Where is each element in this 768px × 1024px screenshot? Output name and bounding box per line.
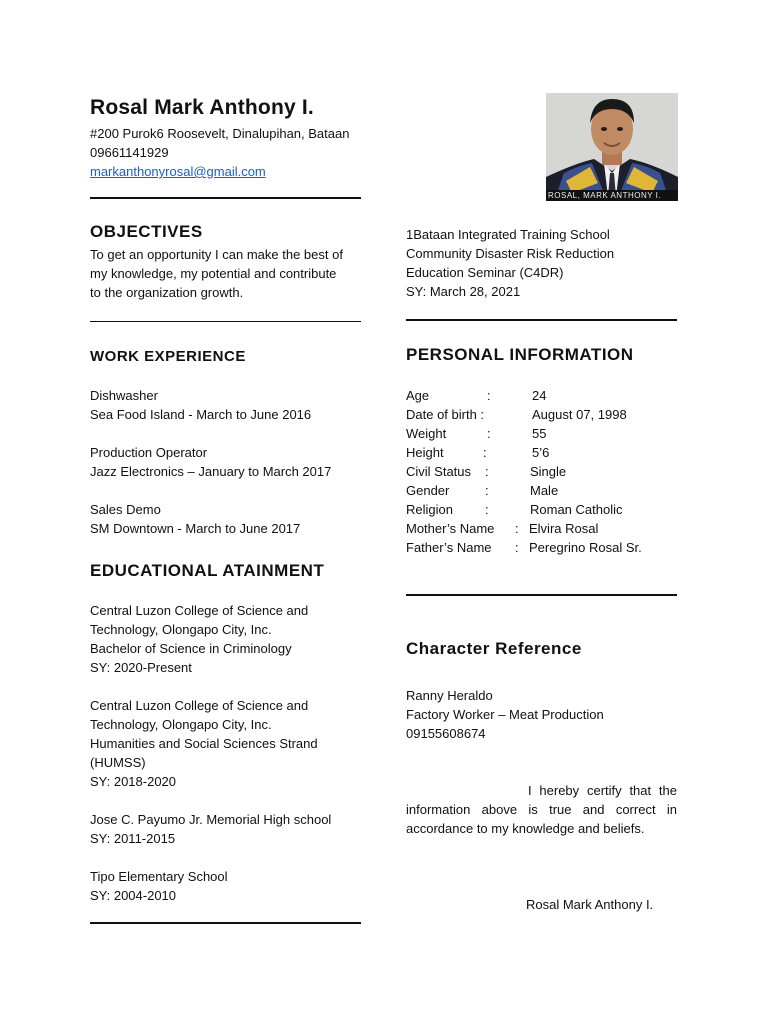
objectives-text: To get an opportunity I can make the best of my knowledge, my potential and contribute to the organization growth. (90, 247, 343, 300)
work-entry: Production Operator Jazz Electronics – January to March 2017 (90, 445, 332, 479)
resume-page: Rosal Mark Anthony I. #200 Purok6 Roosevelt, Dinalupihan, Bataan 09661141929 markanthonyrosal@gmail.com ROSAL, MARK ANTHONY I. OBJECTIVES To get an opportunity I can make the best of my knowledge, my potential and contribute to the organization growth. WORK EXPERIENCE Dishwasher Sea Food Island - March to June 2016 Production Operator Jazz Electronics – January to March 2017 Sales Demo SM Downtown - March to June 2017 EDUCATIONAL ATAINMENT Central Luzon College of Science and Technology, Olongapo City, Inc. Bachelor of Science in Criminology SY: 2020-Present Central Luzon College of Science and Technology, Olongapo City, Inc. Humanities and Social Sciences Strand (HUMSS) SY: 2018-2020 Jose C. Payumo Jr. Memorial High school SY: 2011-2015 Tipo Elementary School SY: 2004-2010 1Bataan Integrated Training School Community Disaster Risk Reduction Education Seminar (C4DR) SY: March 28, 2021 PERSONAL INFORMATION Age : 24 Date of birth : August 07, 1998 Weight : 55 Height : 5’6 Civil Status : Single Gender : Male Religion : Roman Catholic Mother’s Name : Elvira Rosal Father’s Name : Peregrino Rosal Sr. Character Reference Ranny Heraldo Factory Worker – Meat Production 09155608674 I hereby certify that the information above is true and correct in accordance to my knowledge and beliefs. Rosal Mark Anthony I. (0, 0, 768, 1024)
education-heading: EDUCATIONAL ATAINMENT (90, 561, 325, 580)
work-heading: WORK EXPERIENCE (90, 348, 246, 365)
work-entry: Sales Demo SM Downtown - March to June 2017 (90, 502, 301, 536)
divider (406, 594, 677, 596)
divider (90, 197, 361, 199)
reference-heading: Character Reference (406, 639, 582, 658)
work-list (90, 386, 331, 538)
contact-block (90, 124, 349, 181)
education-list (90, 601, 331, 905)
divider (90, 321, 361, 322)
education-entry: Central Luzon College of Science and Technology, Olongapo City, Inc. Humanities and Social Sciences Strand (HUMSS) SY: 2018-2020 (90, 698, 318, 789)
address: #200 Purok6 Roosevelt, Dinalupihan, Bataan (90, 126, 350, 141)
signature: Rosal Mark Anthony I. (526, 897, 654, 912)
phone: 09661141929 (90, 145, 169, 160)
education-entry: Central Luzon College of Science and Technology, Olongapo City, Inc. Bachelor of Science in Criminology SY: 2020-Present (90, 603, 309, 675)
email-link[interactable]: markanthonyrosal@gmail.com (90, 164, 266, 179)
education-entry: Jose C. Payumo Jr. Memorial High school SY: 2011-2015 (90, 812, 332, 846)
objectives-heading: OBJECTIVES (90, 222, 203, 241)
profile-photo (546, 93, 678, 201)
photo-caption: ROSAL, MARK ANTHONY I. (548, 191, 662, 200)
reference-block: Ranny Heraldo Factory Worker – Meat Production 09155608674 (406, 688, 604, 741)
seminar-block: 1Bataan Integrated Training School Community Disaster Risk Reduction Education Seminar (C4DR) SY: March 28, 2021 (406, 227, 615, 299)
certification-text: I hereby certify that the information above is true and correct in accordance to my knowledge and beliefs. (406, 783, 677, 836)
applicant-name: Rosal Mark Anthony I. (90, 96, 314, 119)
personal-heading: PERSONAL INFORMATION (406, 345, 634, 364)
education-entry: Tipo Elementary School SY: 2004-2010 (90, 869, 228, 903)
work-entry: Dishwasher Sea Food Island - March to June 2016 (90, 388, 312, 422)
divider (90, 922, 361, 924)
divider (406, 319, 677, 321)
